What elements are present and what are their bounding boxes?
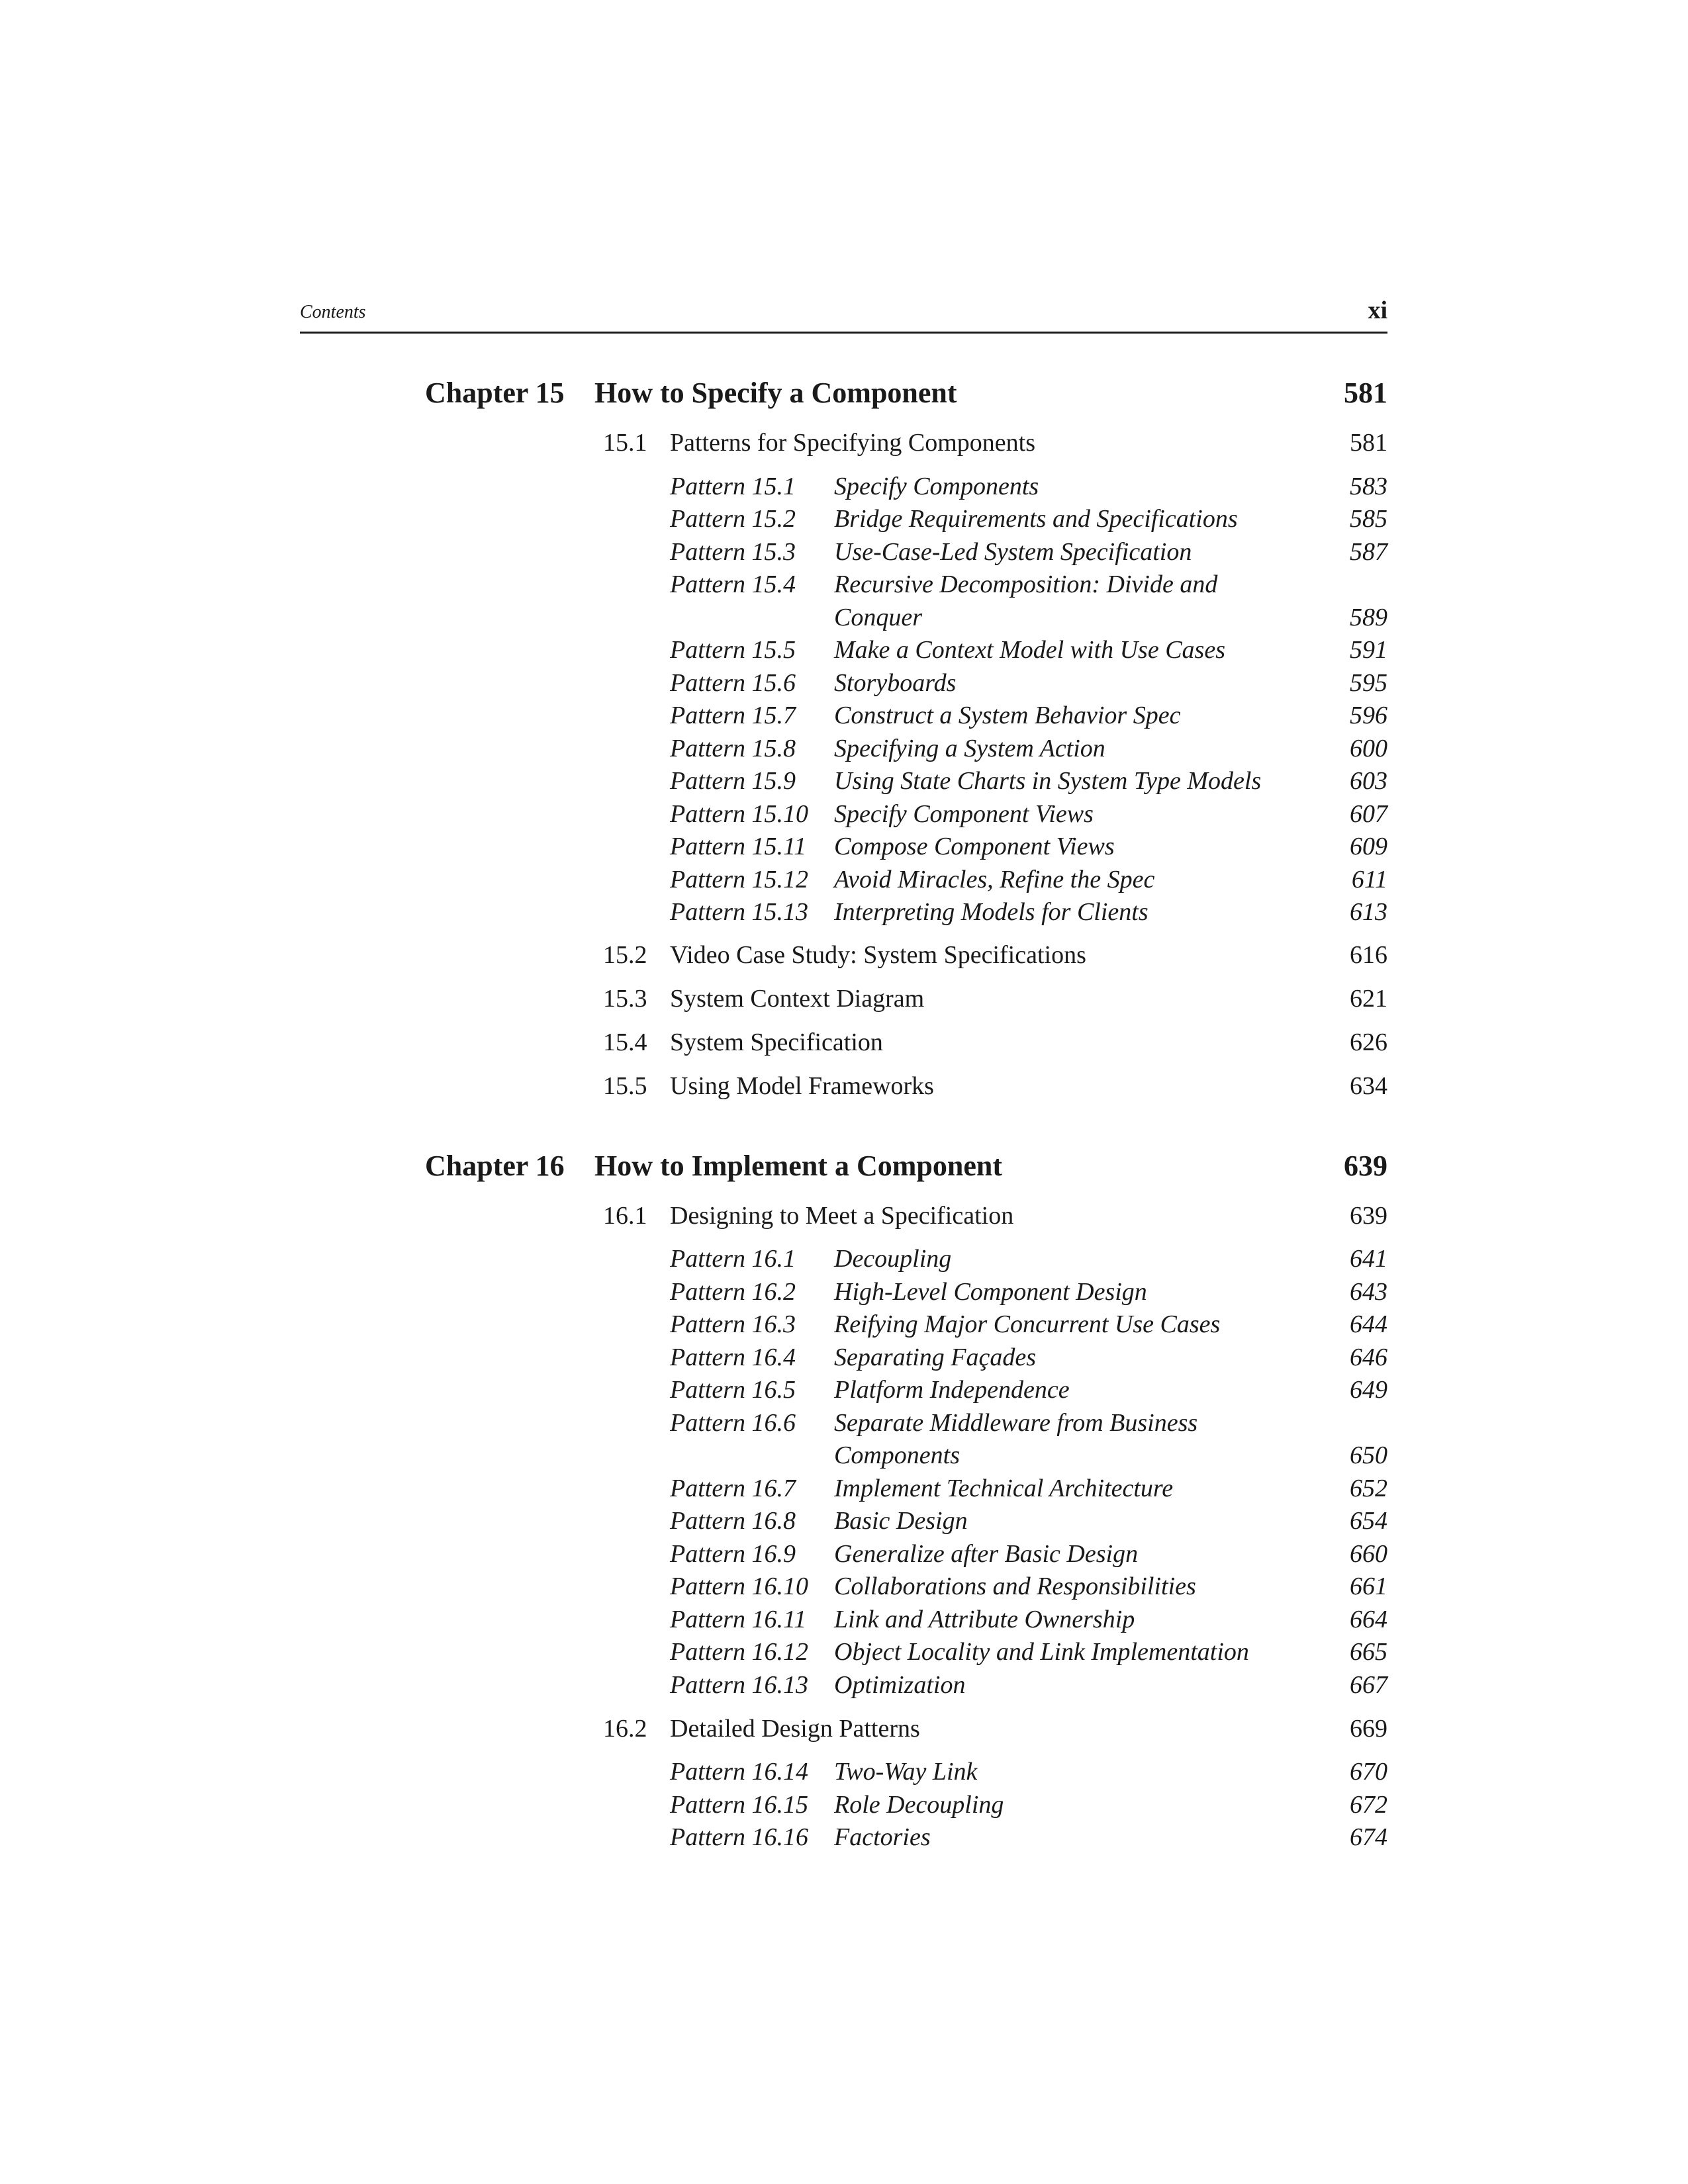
section-number: 15.1: [603, 429, 647, 457]
section-number: 15.5: [603, 1072, 647, 1100]
section-number: 16.2: [603, 1715, 647, 1743]
pattern-page: 587: [1350, 538, 1387, 566]
pattern-title: Collaborations and Responsibilities: [834, 1572, 1196, 1600]
pattern-number: Pattern 16.7: [670, 1475, 796, 1502]
pattern-page: 667: [1350, 1671, 1387, 1699]
pattern-number: Pattern 16.10: [670, 1572, 808, 1600]
pattern-title: Object Locality and Link Implementation: [834, 1638, 1249, 1666]
pattern-page: 670: [1350, 1758, 1387, 1786]
pattern-number: Pattern 15.10: [670, 800, 808, 828]
pattern-number: Pattern 16.11: [670, 1606, 807, 1633]
pattern-number: Pattern 16.9: [670, 1540, 796, 1568]
pattern-number: Pattern 16.8: [670, 1507, 796, 1535]
pattern-page: 661: [1350, 1572, 1387, 1600]
pattern-number: Pattern 16.2: [670, 1278, 796, 1306]
pattern-number: Pattern 15.11: [670, 833, 807, 860]
pattern-page: 600: [1350, 735, 1387, 762]
page-folio: xi: [1368, 296, 1387, 324]
section-page: 626: [1350, 1028, 1387, 1056]
section-page: 621: [1350, 985, 1387, 1013]
pattern-page: 589: [1350, 604, 1387, 631]
pattern-page: 585: [1350, 505, 1387, 533]
pattern-page: 665: [1350, 1638, 1387, 1666]
section-title: Video Case Study: System Specifications: [670, 941, 1086, 969]
pattern-page: 654: [1350, 1507, 1387, 1535]
section-title: Designing to Meet a Specification: [670, 1202, 1014, 1230]
pattern-page: 591: [1350, 636, 1387, 664]
pattern-title: Basic Design: [834, 1507, 968, 1535]
pattern-page: 611: [1351, 866, 1387, 893]
pattern-title: Use-Case-Led System Specification: [834, 538, 1192, 566]
pattern-title: Bridge Requirements and Specifications: [834, 505, 1238, 533]
pattern-page: 613: [1350, 898, 1387, 926]
pattern-page: 603: [1350, 767, 1387, 795]
chapter-title: How to Specify a Component: [594, 377, 957, 409]
pattern-number: Pattern 15.1: [670, 473, 796, 500]
section-page: 639: [1350, 1202, 1387, 1230]
section-number: 15.4: [603, 1028, 647, 1056]
pattern-page: 644: [1350, 1310, 1387, 1338]
pattern-page: 660: [1350, 1540, 1387, 1568]
pattern-title: Factories: [834, 1823, 931, 1851]
chapter-label: Chapter 16: [425, 1150, 565, 1182]
pattern-title: Decoupling: [834, 1245, 952, 1273]
pattern-number: Pattern 15.2: [670, 505, 796, 533]
running-head: Contents: [300, 302, 366, 322]
section-title: Patterns for Specifying Components: [670, 429, 1035, 457]
pattern-title: Using State Charts in System Type Models: [834, 767, 1262, 795]
pattern-title: Generalize after Basic Design: [834, 1540, 1139, 1568]
pattern-page: 649: [1350, 1376, 1387, 1404]
pattern-title: Reifying Major Concurrent Use Cases: [834, 1310, 1221, 1338]
section-title: Using Model Frameworks: [670, 1072, 934, 1100]
pattern-number: Pattern 16.14: [670, 1758, 808, 1786]
chapter-page: 639: [1344, 1150, 1387, 1182]
pattern-page: 646: [1350, 1343, 1387, 1371]
pattern-number: Pattern 16.6: [670, 1409, 796, 1437]
section-page: 669: [1350, 1715, 1387, 1743]
pattern-number: Pattern 16.16: [670, 1823, 808, 1851]
pattern-number: Pattern 16.12: [670, 1638, 808, 1666]
section-number: 15.3: [603, 985, 647, 1013]
pattern-title: Specify Components: [834, 473, 1039, 500]
chapter-label: Chapter 15: [425, 377, 565, 409]
section-page: 581: [1350, 429, 1387, 457]
pattern-number: Pattern 16.13: [670, 1671, 808, 1699]
pattern-title: Specifying a System Action: [834, 735, 1105, 762]
pattern-page: 674: [1350, 1823, 1387, 1851]
pattern-page: 650: [1350, 1441, 1387, 1469]
chapter-title: How to Implement a Component: [594, 1150, 1002, 1182]
pattern-number: Pattern 16.15: [670, 1791, 808, 1819]
pattern-title: Link and Attribute Ownership: [834, 1606, 1135, 1633]
pattern-title: Recursive Decomposition: Divide and: [834, 570, 1218, 598]
pattern-page: 607: [1350, 800, 1387, 828]
chapter-page: 581: [1344, 377, 1387, 409]
pattern-title: High-Level Component Design: [834, 1278, 1147, 1306]
section-title: System Specification: [670, 1028, 883, 1056]
pattern-title: Interpreting Models for Clients: [834, 898, 1149, 926]
pattern-number: Pattern 15.9: [670, 767, 796, 795]
pattern-page: 643: [1350, 1278, 1387, 1306]
pattern-title: Storyboards: [834, 669, 957, 697]
section-page: 634: [1350, 1072, 1387, 1100]
pattern-page: 596: [1350, 702, 1387, 729]
pattern-title: Compose Component Views: [834, 833, 1115, 860]
pattern-title: Avoid Miracles, Refine the Spec: [834, 866, 1155, 893]
pattern-title: Role Decoupling: [834, 1791, 1004, 1819]
pattern-number: Pattern 15.4: [670, 570, 796, 598]
pattern-title: Optimization: [834, 1671, 966, 1699]
pattern-title-continuation: Components: [834, 1441, 960, 1469]
pattern-title: Implement Technical Architecture: [834, 1475, 1174, 1502]
pattern-number: Pattern 16.3: [670, 1310, 796, 1338]
pattern-title: Two-Way Link: [834, 1758, 978, 1786]
pattern-title: Specify Component Views: [834, 800, 1094, 828]
pattern-page: 652: [1350, 1475, 1387, 1502]
pattern-title: Separating Façades: [834, 1343, 1037, 1371]
pattern-page: 672: [1350, 1791, 1387, 1819]
pattern-title: Make a Context Model with Use Cases: [834, 636, 1226, 664]
section-number: 15.2: [603, 941, 647, 969]
header-rule: [300, 332, 1387, 334]
pattern-number: Pattern 15.13: [670, 898, 808, 926]
pattern-page: 664: [1350, 1606, 1387, 1633]
pattern-title: Construct a System Behavior Spec: [834, 702, 1181, 729]
pattern-number: Pattern 15.7: [670, 702, 796, 729]
section-number: 16.1: [603, 1202, 647, 1230]
section-title: System Context Diagram: [670, 985, 925, 1013]
pattern-title: Platform Independence: [834, 1376, 1070, 1404]
section-page: 616: [1350, 941, 1387, 969]
pattern-number: Pattern 15.3: [670, 538, 796, 566]
pattern-number: Pattern 16.5: [670, 1376, 796, 1404]
pattern-number: Pattern 16.4: [670, 1343, 796, 1371]
pattern-title-continuation: Conquer: [834, 604, 922, 631]
pattern-number: Pattern 16.1: [670, 1245, 796, 1273]
pattern-title: Separate Middleware from Business: [834, 1409, 1198, 1437]
pattern-number: Pattern 15.8: [670, 735, 796, 762]
pattern-number: Pattern 15.12: [670, 866, 808, 893]
section-title: Detailed Design Patterns: [670, 1715, 920, 1743]
pattern-page: 609: [1350, 833, 1387, 860]
pattern-page: 641: [1350, 1245, 1387, 1273]
pattern-number: Pattern 15.6: [670, 669, 796, 697]
pattern-page: 583: [1350, 473, 1387, 500]
pattern-page: 595: [1350, 669, 1387, 697]
pattern-number: Pattern 15.5: [670, 636, 796, 664]
